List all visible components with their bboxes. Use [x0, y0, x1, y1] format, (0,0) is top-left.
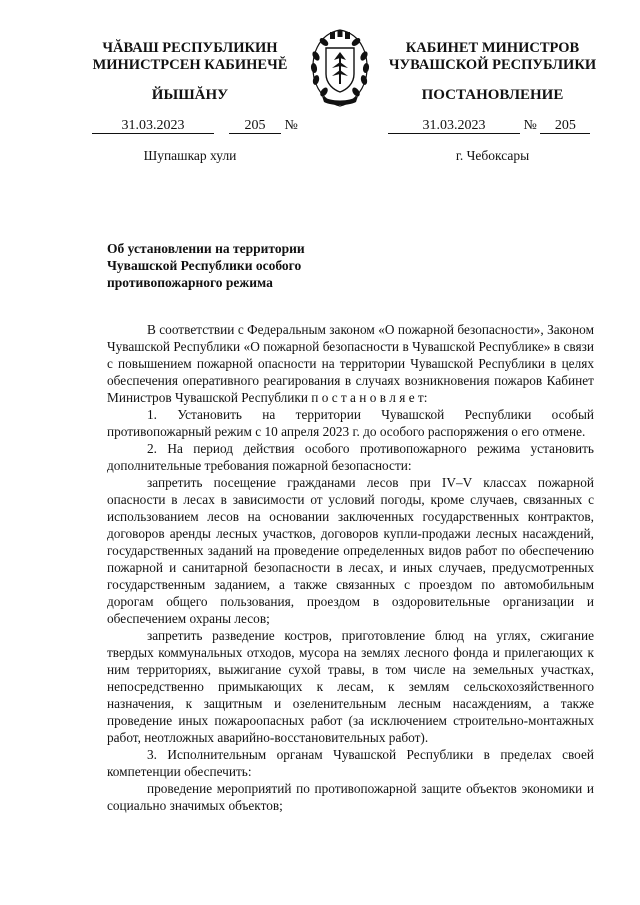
header-right-line2: ЧУВАШСКОЙ РЕСПУБЛИКИ	[388, 57, 597, 73]
body-paragraph-fire-ban: запретить разведение костров, приготовление блюд на углях, сжигание твердых коммунальных отходов, мусора на землях лесного фонда и прилегающих к ним территориях, выжигание сухой травы, в том числе на земельных участках, непосредственно примыкающих к лесам, к землям сельскохозяйственного назначения, к защитным и озеленительным лесным насаждениям, а также проведение иных пожароопасных работ (за исключением строительно-монтажных работ, неотложных аварийно-восстановительных работ).	[107, 628, 594, 745]
header-right	[380, 40, 605, 74]
left-number-value: 205	[229, 118, 281, 134]
doc-kind-right: ПОСТАНОВЛЕНИЕ	[421, 87, 564, 103]
title-line3: противопожарного режима	[107, 275, 273, 290]
chuvash-coat-of-arms-icon	[300, 22, 380, 112]
body-paragraph-item-2: 2. На период действия особого противопожарного режима установить дополнительные требования пожарной безопасности:	[107, 441, 594, 473]
right-number-value: 205	[540, 118, 590, 134]
body-paragraph-forest-ban: запретить посещение гражданами лесов при IV–V классах пожарной опасности в лесах в зависимости от условий погоды, кроме случаев, связанных с использованием лесов на основании заключенных государственных контрактов, договоров аренды лесных участков, договоров купли-продажи лесных насаждений, государственных заданий на проведение определенных видов работ по обеспечению пожарной и санитарной безопасности в лесах, и иных случаев, предусмотренных государственным заданием, а также связанных с проездом по автомобильным дорогам общего пользования, проездом в оздоровительные организации и обеспечением охраны лесов;	[107, 475, 594, 626]
right-date-value: 31.03.2023	[388, 118, 520, 134]
left-number-sign: №	[284, 118, 298, 133]
title-line2: Чувашской Республики особого	[107, 258, 302, 273]
header-right-line1: КАБИНЕТ МИНИСТРОВ	[405, 40, 580, 56]
title-line1: Об установлении на территории	[107, 241, 305, 256]
date-number-right	[388, 118, 590, 134]
date-number-left	[92, 118, 298, 134]
header-left-line1: ЧĂВАШ РЕСПУБЛИКИН	[102, 40, 278, 56]
body-paragraph-item-1: 1. Установить на территории Чувашской Республики особый противопожарный режим с 10 апреля 2023 г. до особого распоряжения о его отмене.	[107, 407, 594, 439]
doc-kind-left: ЙЫШĂНУ	[151, 87, 229, 103]
body-paragraph-protection: проведение мероприятий по противопожарной защите объектов экономики и социально значимых объектов;	[107, 781, 594, 813]
document-title	[107, 240, 357, 291]
right-number-sign: №	[523, 118, 537, 133]
body-paragraph-item-3: 3. Исполнительным органам Чувашской Республики в пределах своей компетенции обеспечить:	[107, 747, 594, 779]
header-left	[80, 40, 300, 74]
left-date-value: 31.03.2023	[92, 118, 214, 134]
header-left-line2: МИНИСТРСЕН КАБИНЕЧĔ	[92, 57, 288, 73]
place-left: Шупашкар хули	[143, 148, 237, 163]
document-body	[107, 321, 594, 814]
body-paragraph-preamble: В соответствии с Федеральным законом «О пожарной безопасности», Законом Чувашской Республики «О пожарной безопасности в Чувашской Республике» в связи с повышением пожарной опасности на территории Чувашской Республики в целях обеспечения оперативного реагирования в случаях возникновения пожаров Кабинет Министров Чувашской Республики п о с т а н о в л я е т:	[107, 322, 594, 405]
place-right: г. Чебоксары	[455, 148, 530, 163]
